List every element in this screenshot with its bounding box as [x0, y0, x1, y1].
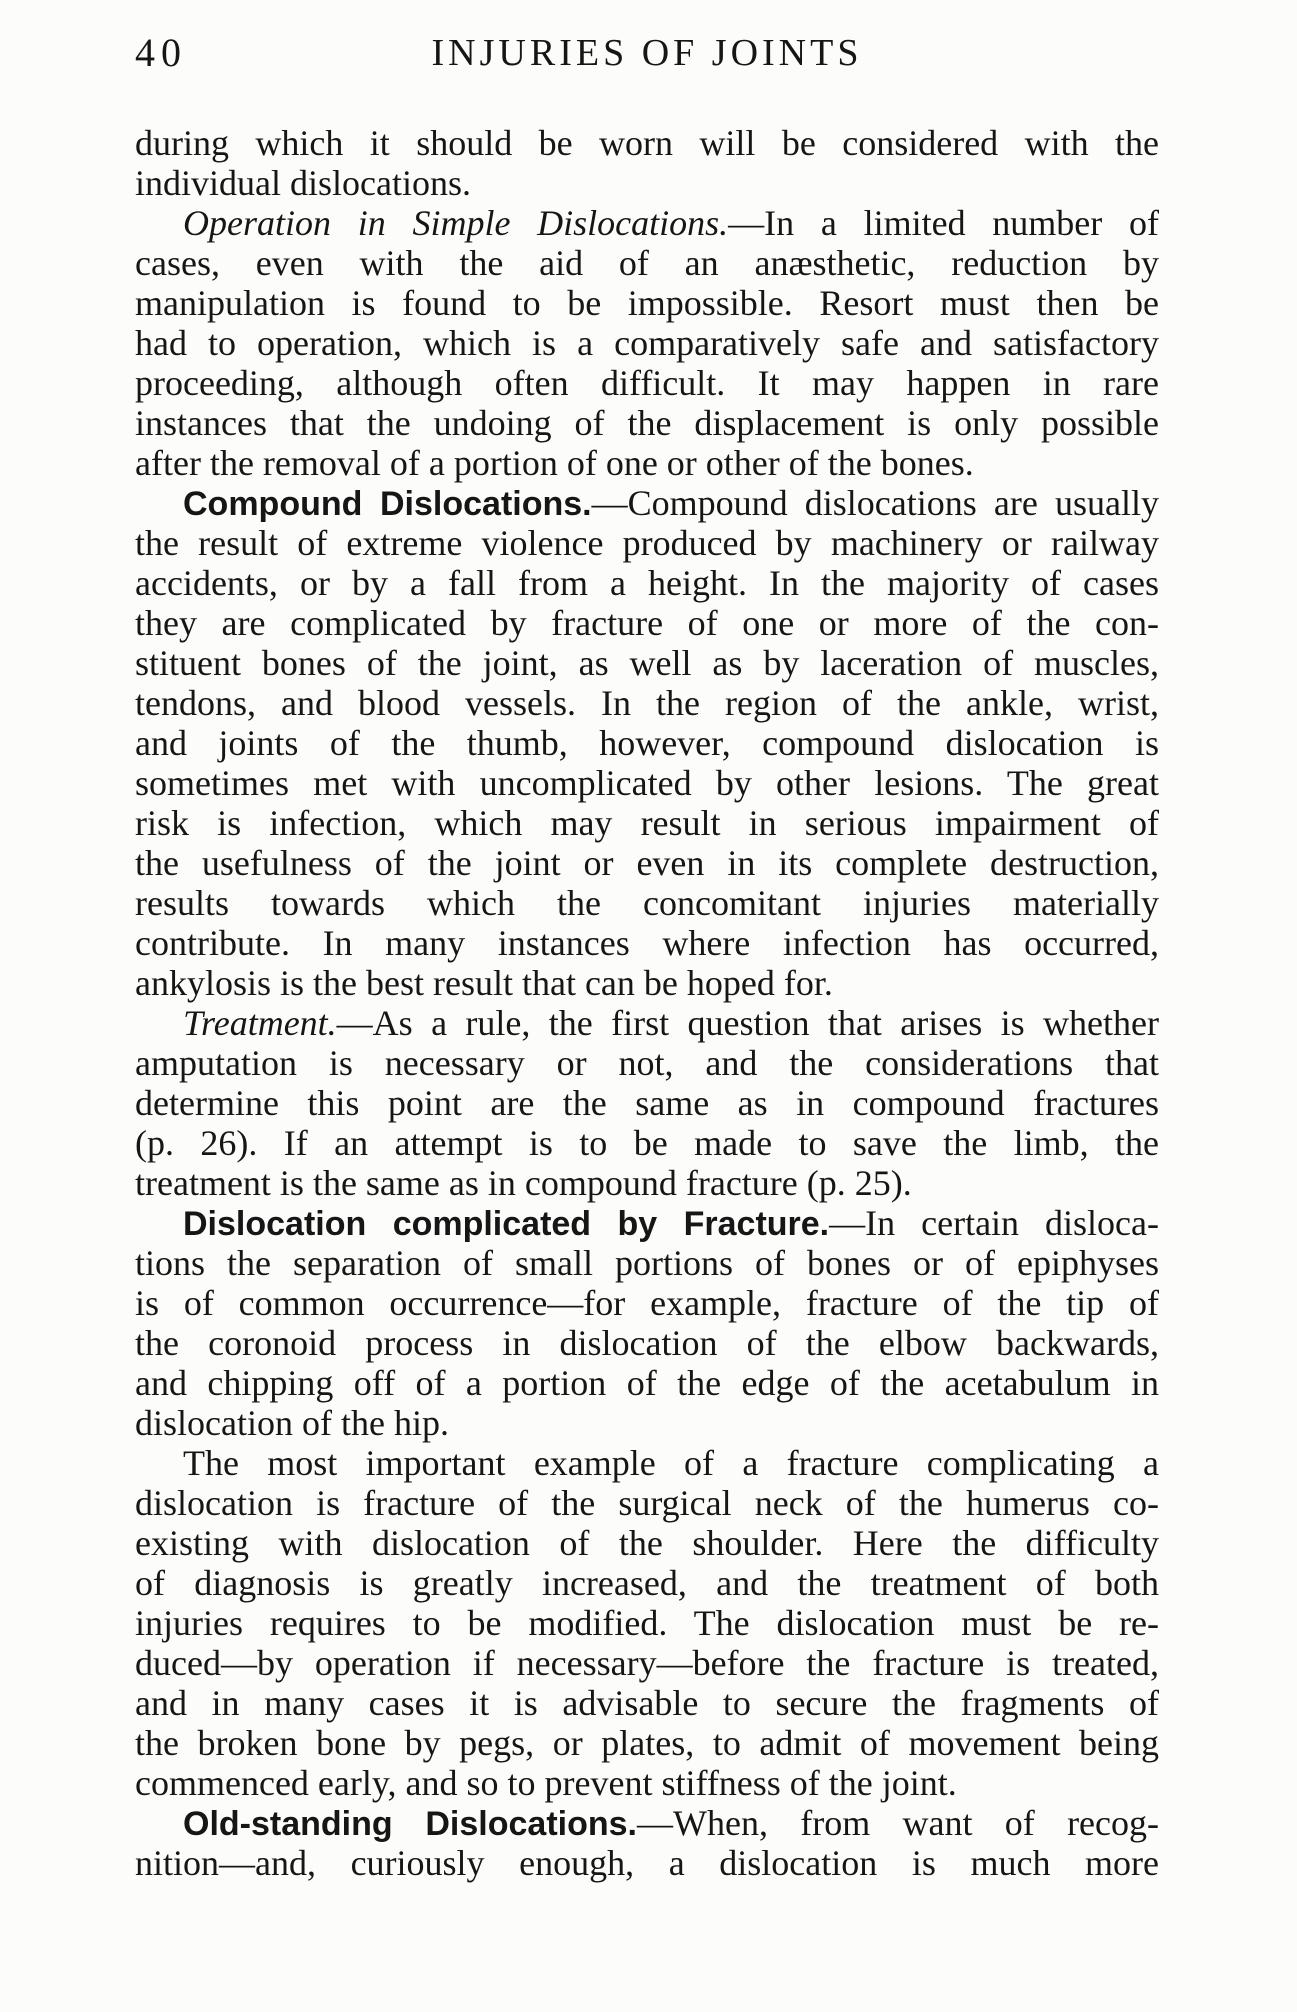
- text-line: manipulation is found to be impossible. Resort must then be: [135, 283, 1159, 323]
- text-line: duced—by operation if necessary—before the fracture is treated,: [135, 1643, 1159, 1683]
- text-line: after the removal of a portion of one or other of the bones.: [135, 443, 974, 483]
- text-line: had to operation, which is a comparatively safe and satisfactory: [135, 323, 1159, 363]
- text-line: [135, 203, 1159, 243]
- text-line: nition—and, curiously enough, a dislocation is much more: [135, 1843, 1159, 1883]
- paragraph-compound-dislocations: [135, 483, 1159, 1003]
- body-text: [135, 123, 1159, 1883]
- text-line: dislocation of the hip.: [135, 1403, 449, 1443]
- text-line: [135, 1803, 1159, 1843]
- text-line: dislocation is fracture of the surgical neck of the humerus co-: [135, 1483, 1159, 1523]
- text-line: [135, 483, 1159, 523]
- text-line: cases, even with the aid of an anæsthetic, reduction by: [135, 243, 1159, 283]
- paragraph-humerus-example: [135, 1443, 1159, 1803]
- text-line: individual dislocations.: [135, 163, 471, 203]
- run-in-heading: Treatment.: [183, 1003, 337, 1043]
- text-line: contribute. In many instances where infection has occurred,: [135, 923, 1159, 963]
- running-head: [135, 28, 1159, 78]
- text-line: sometimes met with uncomplicated by other lesions. The great: [135, 763, 1159, 803]
- text-line: determine this point are the same as in compound fractures: [135, 1083, 1159, 1123]
- page-number: 40: [135, 30, 187, 75]
- text-line: amputation is necessary or not, and the considerations that: [135, 1043, 1159, 1083]
- text-line: accidents, or by a fall from a height. In the majority of cases: [135, 563, 1159, 603]
- text-line: and joints of the thumb, however, compound dislocation is: [135, 723, 1159, 763]
- text-line: commenced early, and so to prevent stiffness of the joint.: [135, 1763, 957, 1803]
- text-line: the usefulness of the joint or even in its complete destruction,: [135, 843, 1159, 883]
- text-line: the result of extreme violence produced by machinery or railway: [135, 523, 1159, 563]
- text-line: and in many cases it is advisable to secure the fragments of: [135, 1683, 1159, 1723]
- text-line: tendons, and blood vessels. In the region of the ankle, wrist,: [135, 683, 1159, 723]
- paragraph-operation-simple-dislocations: [135, 203, 1159, 483]
- text-line: existing with dislocation of the shoulder. Here the difficulty: [135, 1523, 1159, 1563]
- text-line: the broken bone by pegs, or plates, to admit of movement being: [135, 1723, 1159, 1763]
- text-line: during which it should be worn will be considered with the: [135, 123, 1159, 163]
- text-line: is of common occurrence—for example, fracture of the tip of: [135, 1283, 1159, 1323]
- text-line: and chipping off of a portion of the edge of the acetabulum in: [135, 1363, 1159, 1403]
- text-line: [135, 1003, 1159, 1043]
- running-title: INJURIES OF JOINTS: [431, 32, 863, 74]
- text-line: stituent bones of the joint, as well as by laceration of muscles,: [135, 643, 1159, 683]
- paragraph-continuation: [135, 123, 1159, 203]
- text-line: instances that the undoing of the displacement is only possible: [135, 403, 1159, 443]
- text-line: The most important example of a fracture complicating a: [183, 1443, 1159, 1483]
- line-text: —When, from want of recog-: [637, 1803, 1159, 1843]
- text-line: tions the separation of small portions of bones or of epiphyses: [135, 1243, 1159, 1283]
- text-line: the coronoid process in dislocation of the elbow backwards,: [135, 1323, 1159, 1363]
- text-line: [135, 1203, 1159, 1243]
- text-line: ankylosis is the best result that can be hoped for.: [135, 963, 833, 1003]
- run-in-heading: Compound Dislocations.: [183, 485, 592, 523]
- text-line: of diagnosis is greatly increased, and the treatment of both: [135, 1563, 1159, 1603]
- text-line: (p. 26). If an attempt is to be made to save the limb, the: [135, 1123, 1159, 1163]
- line-text: —In a limited number of: [728, 203, 1159, 243]
- line-text: —As a rule, the first question that arises is whether: [336, 1003, 1159, 1043]
- text-line: risk is infection, which may result in serious impairment of: [135, 803, 1159, 843]
- line-text: —In certain disloca-: [829, 1203, 1159, 1243]
- paragraph-treatment: [135, 1003, 1159, 1203]
- paragraph-dislocation-with-fracture: [135, 1203, 1159, 1443]
- text-line: they are complicated by fracture of one or more of the con-: [135, 603, 1159, 643]
- text-line: proceeding, although often difficult. It may happen in rare: [135, 363, 1159, 403]
- run-in-heading: Operation in Simple Dislocations.: [183, 203, 729, 243]
- run-in-heading: Dislocation complicated by Fracture.: [183, 1205, 830, 1243]
- line-text: —Compound dislocations are usually: [591, 483, 1159, 523]
- text-line: results towards which the concomitant injuries materially: [135, 883, 1159, 923]
- run-in-heading: Old-standing Dislocations.: [183, 1805, 637, 1843]
- paragraph-old-standing-dislocations: [135, 1803, 1159, 1883]
- text-line: treatment is the same as in compound fracture (p. 25).: [135, 1163, 912, 1203]
- text-line: injuries requires to be modified. The dislocation must be re-: [135, 1603, 1159, 1643]
